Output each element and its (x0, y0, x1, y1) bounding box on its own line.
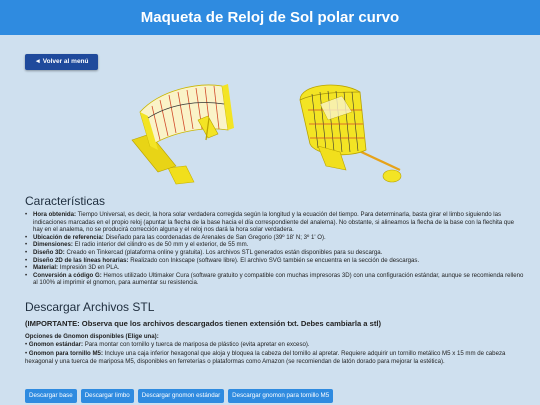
list-item (25, 257, 525, 265)
list-item (25, 272, 525, 287)
back-to-menu-button[interactable]: ◄ Volver al menú (25, 54, 98, 70)
list-item (25, 241, 525, 249)
sundial-model-images (0, 72, 540, 188)
features-heading: Características (25, 194, 106, 208)
feature-text: Hemos utilizado Ultimaker Cura (software gratuito y compatible con muchas impresoras 3D) con una configuración estándar, aunque se recomienda relleno al 100% al imprimir el gnomon, para aumentar su resistencia. (33, 271, 524, 287)
feature-text: Realizado con Inkscape (software libre). El archivo SVG también se encuentra en la sección de descargas. (128, 256, 420, 264)
option-text: Incluye una caja inferior hexagonal que aloja y bloquea la cabeza del tornillo al apretar. Requiere adquirir un tornillo metálico M5 x 15 mm de cabeza hexagonal y una tuerca de mariposa M5, disponibles en ferreterías o plataformas como Amazon (se recomiendan de latón dorado para mejorar la estética). (25, 349, 506, 366)
feature-label: Conversión a código G: (33, 271, 102, 279)
list-item (25, 249, 525, 257)
sundial-render-left (132, 84, 234, 184)
list-item (25, 264, 525, 272)
feature-label: Material: (33, 264, 59, 272)
option-label: Gnomon estándar: (28, 341, 83, 349)
feature-label: Hora obtenida: (33, 211, 76, 218)
feature-label: Dimensiones: (33, 241, 73, 249)
options-title: Opciones de Gnomon disponibles (Elige una): (25, 333, 159, 340)
downloads-heading: Descargar Archivos STL (25, 300, 155, 314)
download-gnomon-m5-button[interactable]: Descargar gnomon para tornillo M5 (228, 389, 333, 403)
page-title: Maqueta de Reloj de Sol polar curvo (140, 9, 400, 26)
feature-text: El radio interior del cilindro es de 50 mm y el exterior, de 55 mm. (72, 241, 249, 249)
list-item (25, 211, 525, 234)
feature-text: Tiempo Universal, es decir, la hora solar verdadera corregida según la longitud y la ecuación del tiempo. Para determinarla, basta girar el limbo siguiendo las indicaciones marcadas en el propio reloj (apuntar la flecha de la base hacia el día correspondiente del analema). No obstante, si alineamos la flecha de la base con la flechita que hay en el analema, no se producirá corrección alguna y el reloj nos dará la hora solar verdadera. (33, 211, 515, 234)
feature-label: Diseño 3D: (33, 248, 65, 256)
option-item: • Gnomon estándar: Para montar con tornillo y tuerca de mariposa de plástico (evita apretar en exceso). (25, 341, 310, 349)
sundial-render-right (300, 85, 401, 182)
option-item: • Gnomon para tornillo M5: Incluye una caja inferior hexagonal que aloja y bloquea la cabeza del tornillo al apretar. Requiere adquirir un tornillo metálico M5 x 15 mm de cabeza hexagonal y una tuerca de mariposa M5, disponibles en ferreterías o plataformas como Amazon (se recomiendan de latón dorado para mejorar la estética). (25, 349, 506, 366)
feature-text: Impresión 3D en PLA. (58, 264, 120, 272)
important-note: (IMPORTANTE: Observa que los archivos descargados tienen extensión txt. Debes cambiarla a stl) (25, 319, 382, 328)
features-list (25, 211, 525, 287)
feature-text: Diseñado para las coordenadas de Arenales de San Gregorio (39º 18' N; 3º 1' O). (103, 233, 326, 241)
download-limbo-button[interactable]: Descargar limbo (81, 389, 134, 403)
feature-label: Ubicación de referencia: (33, 233, 104, 241)
download-base-button[interactable]: Descargar base (25, 389, 77, 403)
feature-text: Creado en Tinkercad (plataforma online y gratuita). Los archivos STL generados están disponibles para su descarga. (64, 248, 383, 256)
download-buttons (25, 389, 333, 403)
feature-label: Diseño 2D de las líneas horarias: (33, 256, 129, 264)
option-label: Gnomon para tornillo M5: (28, 349, 103, 357)
page-header (0, 0, 540, 35)
gnomon-options (25, 333, 525, 367)
download-gnomon-standard-button[interactable]: Descargar gnomon estándar (138, 389, 224, 403)
option-text: Para montar con tornillo y tuerca de mariposa de plástico (evita apretar en exceso). (83, 341, 310, 349)
list-item (25, 234, 525, 242)
